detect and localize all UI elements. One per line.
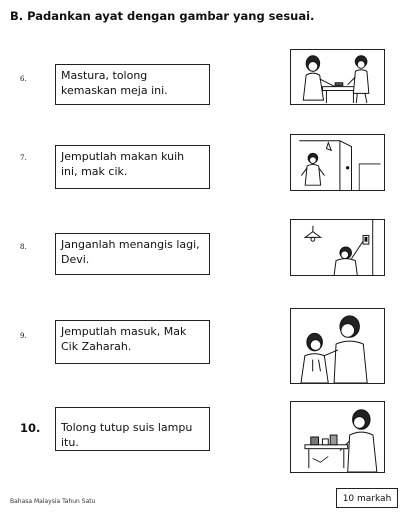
woman-comforting-girl-icon — [291, 309, 384, 383]
picture-box — [290, 401, 385, 473]
woman-and-messy-table-icon — [291, 402, 384, 472]
marks-box: 10 markah — [336, 488, 398, 508]
child-at-light-switch-icon — [291, 220, 384, 275]
sentence-text: Janganlah menangis lagi, Devi. — [61, 238, 200, 266]
item-number: 6. — [20, 75, 27, 83]
sentence-text: Jemputlah makan kuih ini, mak cik. — [61, 150, 185, 178]
picture-box — [290, 308, 385, 384]
sentence-text: Tolong tutup suis lampu itu. — [61, 421, 193, 449]
sentence-box — [55, 233, 210, 275]
sentence-box — [55, 145, 210, 189]
child-at-door-icon — [291, 135, 384, 190]
item-number: 9. — [20, 332, 27, 340]
sentence-box — [55, 407, 210, 451]
woman-and-child-at-table-icon — [291, 50, 384, 104]
exercise-title: B. Padankan ayat dengan gambar yang sesuai. — [10, 9, 315, 23]
picture-box — [290, 219, 385, 276]
sentence-text: Jemputlah masuk, Mak Cik Zaharah. — [61, 325, 187, 353]
sentence-box — [55, 64, 210, 105]
item-number: 7. — [20, 154, 27, 162]
picture-box — [290, 49, 385, 105]
sentence-text: Mastura, tolong kemaskan meja ini. — [61, 69, 168, 97]
sentence-box — [55, 320, 210, 364]
item-number: 10. — [20, 421, 41, 435]
picture-box — [290, 134, 385, 191]
item-number: 8. — [20, 243, 27, 251]
footer-text: Bahasa Malaysia Tahun Satu — [10, 498, 96, 505]
